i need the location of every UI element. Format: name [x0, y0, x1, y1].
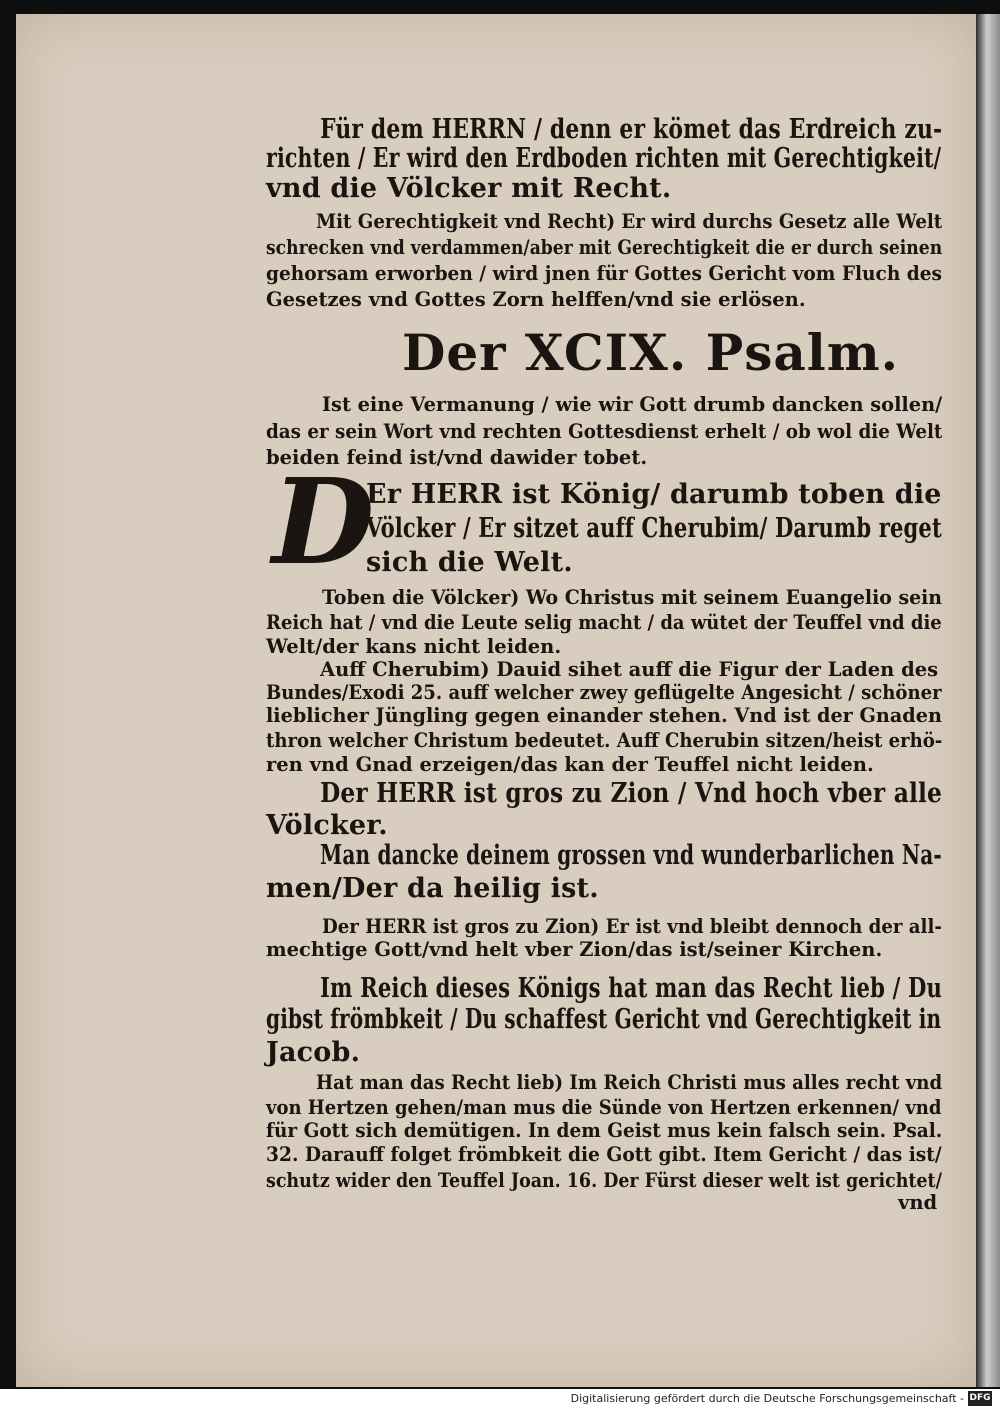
text-line: schutz wider den Teuffel Joan. 16. Der Fürst dieser welt ist gerichtet/	[266, 1168, 942, 1192]
text-line: Welt/der kans nicht leiden.	[266, 634, 562, 658]
text-line: Mit Gerechtigkeit vnd Recht) Er wird durchs Gesetz alle Welt	[316, 209, 943, 233]
text-line: schrecken vnd verdammen/aber mit Gerechtigkeit die er durch seinen	[266, 235, 943, 259]
text-line: Bundes/Exodi 25. auff welcher zwey geflügelte Angesicht / schöner	[266, 680, 942, 704]
text-line: lieblicher Jüngling gegen einander stehen. Vnd ist der Gnaden	[266, 703, 942, 727]
text-line: vnd die Völcker mit Recht.	[266, 173, 672, 205]
text-line: Hat man das Recht lieb) Im Reich Christi mus alles recht vnd	[316, 1070, 943, 1094]
text-line: Toben die Völcker) Wo Christus mit seinem Euangelio sein	[322, 585, 943, 609]
text-line: Ist eine Vermanung / wie wir Gott drumb dancken sollen/	[322, 392, 943, 416]
drop-cap-initial: D	[272, 452, 375, 591]
text-line: richten / Er wird den Erdboden richten mit Gerechtigkeit/	[266, 143, 942, 175]
text-line: Für dem HERRN / denn er kömet das Erdreich zu-	[320, 114, 943, 146]
text-line: Gesetzes vnd Gottes Zorn helffen/vnd sie erlösen.	[266, 287, 806, 311]
text-line: gibst frömbkeit / Du schaffest Gericht vnd Gerechtigkeit in	[266, 1004, 942, 1036]
text-line: Völcker.	[266, 810, 388, 842]
text-line: Er HERR ist König/ darumb toben die	[366, 479, 942, 511]
footer-bar	[0, 1389, 1000, 1409]
text-line: ren vnd Gnad erzeigen/das kan der Teuffel nicht leiden.	[266, 752, 874, 776]
text-line: Völcker / Er sitzet auff Cherubim/ Darumb reget	[366, 513, 942, 545]
text-line: beiden feind ist/vnd dawider tobet.	[266, 445, 648, 469]
text-line: Auff Cherubim) Dauid sihet auff die Figur der Laden des	[320, 657, 939, 681]
text-line: sich die Welt.	[366, 547, 573, 579]
text-line: Der HERR ist gros zu Zion / Vnd hoch vber alle	[320, 778, 943, 810]
text-line: Reich hat / vnd die Leute selig macht / da wütet der Teuffel vnd die	[266, 610, 942, 634]
page-edge	[976, 14, 1000, 1387]
text-line: mechtige Gott/vnd helt vber Zion/das ist/seiner Kirchen.	[266, 937, 883, 961]
text-line: thron welcher Christum bedeutet. Auff Cherubin sitzen/heist erhö-	[266, 728, 943, 752]
text-line: 32. Darauff folget frömbkeit die Gott gibt. Item Gericht / das ist/	[266, 1142, 942, 1166]
text-line: für Gott sich demütigen. In dem Geist mus kein falsch sein. Psal.	[266, 1118, 943, 1142]
text-line: Jacob.	[266, 1037, 361, 1069]
text-line: gehorsam erworben / wird jnen für Gottes Gericht vom Fluch des	[266, 261, 942, 285]
text-line: men/Der da heilig ist.	[266, 873, 599, 905]
text-line: das er sein Wort vnd rechten Gottesdienst erhelt / ob wol die Welt	[266, 419, 943, 443]
text-line: Man dancke deinem grossen vnd wunderbarlichen Na-	[320, 840, 942, 872]
psalm-heading: Der XCIX. Psalm.	[402, 323, 900, 382]
footer-credit: Digitalisierung gefördert durch die Deutsche Forschungsgemeinschaft -	[570, 1392, 964, 1405]
dfg-logo: DFG	[968, 1391, 992, 1406]
text-line: vnd	[898, 1190, 938, 1214]
text-line: Der HERR ist gros zu Zion) Er ist vnd bleibt dennoch der all-	[322, 914, 942, 938]
text-line: Im Reich dieses Königs hat man das Recht lieb / Du	[320, 973, 943, 1005]
text-line: von Hertzen gehen/man mus die Sünde von Hertzen erkennen/ vnd	[266, 1095, 942, 1119]
